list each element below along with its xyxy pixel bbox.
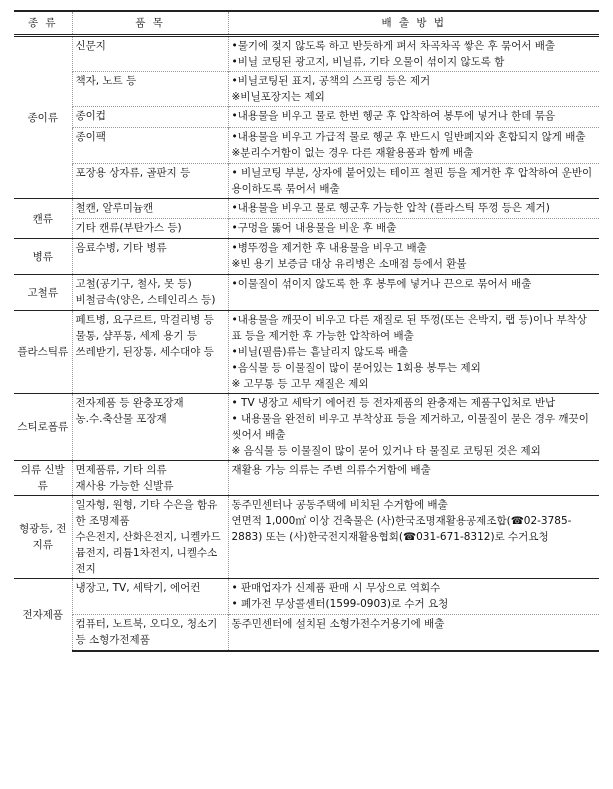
category-cell: 전자제품 xyxy=(14,579,72,651)
item-cell xyxy=(72,239,228,275)
table-row xyxy=(14,461,599,496)
item-cell xyxy=(72,496,228,579)
item-cell xyxy=(72,461,228,496)
category-cell: 캔류 xyxy=(14,199,72,239)
category-cell: 종이류 xyxy=(14,36,72,199)
item-text: 페트병, 요구르트, 막걸리병 등 xyxy=(75,314,214,326)
category-cell: 병류 xyxy=(14,239,72,275)
header-method: 배 출 방 법 xyxy=(228,11,599,36)
item-text: 면제품류, 기타 의류 xyxy=(75,464,167,476)
table-row xyxy=(14,199,599,219)
item-cell xyxy=(72,36,228,72)
method-text: •구멍을 뚫어 내용물을 비운 후 배출 xyxy=(231,222,397,234)
method-text: •물기에 젖지 않도록 하고 반듯하게 펴서 차곡차곡 쌓은 후 묶어서 배출 xyxy=(231,40,556,52)
table-header xyxy=(14,11,599,36)
method-cell xyxy=(228,615,599,651)
method-text: ※분리수거함이 없는 경우 다른 재활용품과 함께 배출 xyxy=(231,147,474,159)
method-text: 동주민센터에 설치된 소형가전수거용기에 배출 xyxy=(231,618,445,630)
method-cell xyxy=(228,219,599,239)
table-row xyxy=(14,72,599,107)
item-cell xyxy=(72,394,228,461)
item-text: 종이컵 xyxy=(75,110,106,122)
method-text: •비닐 코팅된 광고지, 비닐류, 기타 오물이 섞이지 않도록 함 xyxy=(231,56,505,68)
item-text: 냉장고, TV, 세탁기, 에어컨 xyxy=(75,582,201,594)
category-cell: 의류 신발류 xyxy=(14,461,72,496)
method-cell xyxy=(228,128,599,164)
table-row xyxy=(14,107,599,128)
method-cell xyxy=(228,164,599,199)
item-text: 비철금속(양은, 스테인리스 등) xyxy=(75,294,216,306)
table-row xyxy=(14,128,599,164)
item-text: 쓰레받기, 된장통, 세수대야 등 xyxy=(75,346,214,358)
item-text: 일자형, 원형, 기타 수은을 함유한 조명제품 xyxy=(75,499,218,527)
method-cell xyxy=(228,579,599,615)
item-cell xyxy=(72,219,228,239)
item-cell xyxy=(72,579,228,615)
table-row xyxy=(14,615,599,651)
table-row xyxy=(14,219,599,239)
table-row xyxy=(14,394,599,461)
category-cell: 고철류 xyxy=(14,275,72,311)
method-cell xyxy=(228,199,599,219)
item-cell xyxy=(72,275,228,311)
item-text: 신문지 xyxy=(75,40,106,52)
method-text: ※ 고무통 등 고무 재질은 제외 xyxy=(231,378,369,390)
item-text: 포장용 상자류, 골판지 등 xyxy=(75,167,191,179)
item-cell xyxy=(72,615,228,651)
method-text: 동주민센터나 공동주택에 비치된 수거함에 배출 xyxy=(231,499,448,511)
item-text: 철캔, 알루미늄캔 xyxy=(75,202,154,214)
method-cell xyxy=(228,72,599,107)
method-cell xyxy=(228,394,599,461)
item-text: 종이팩 xyxy=(75,131,106,143)
method-text: ※빈 용기 보증금 대상 유리병은 소매점 등에서 환불 xyxy=(231,258,467,270)
item-text: 음료수병, 기타 병류 xyxy=(75,242,167,254)
table-row xyxy=(14,579,599,615)
method-text: • 내용물을 완전히 비우고 부착상표 등을 제거하고, 이물질이 묻은 경우 깨끗이 씻어서 배출 xyxy=(231,413,589,441)
item-cell xyxy=(72,164,228,199)
method-text: •이물질이 섞이지 않도록 한 후 봉투에 넣거나 끈으로 묶어서 배출 xyxy=(231,278,532,290)
method-text: 재활용 가능 의류는 주변 의류수거함에 배출 xyxy=(231,464,431,476)
method-cell xyxy=(228,107,599,128)
method-cell xyxy=(228,36,599,72)
method-text: ※ 음식물 등 이물질이 많이 묻어 있거나 타 물질로 코팅된 것은 제외 xyxy=(231,445,541,457)
table-row xyxy=(14,164,599,199)
method-cell xyxy=(228,461,599,496)
method-text: ※비닐포장지는 제외 xyxy=(231,91,325,103)
item-text: 수은전지, 산화은전지, 니켈카드뮴전지, 리튬1차전지, 니켈수소전지 xyxy=(75,531,221,575)
method-text: •음식물 등 이물질이 많이 묻어있는 1회용 봉투는 제외 xyxy=(231,362,481,374)
method-cell xyxy=(228,496,599,579)
category-cell: 플라스틱류 xyxy=(14,311,72,394)
method-cell xyxy=(228,275,599,311)
method-text: •내용물을 비우고 물로 헹군후 가능한 압착 (플라스틱 뚜껑 등은 제거) xyxy=(231,202,550,214)
table-row xyxy=(14,496,599,579)
header-category: 종 류 xyxy=(14,11,72,36)
recycling-table xyxy=(14,10,599,652)
item-text: 기타 캔류(부탄가스 등) xyxy=(75,222,182,234)
item-text: 물통, 샴푸통, 세제 용기 등 xyxy=(75,330,197,342)
item-cell xyxy=(72,107,228,128)
table-row xyxy=(14,36,599,72)
table-body xyxy=(14,36,599,651)
method-text: •비닐코팅된 표지, 공책의 스프링 등은 제거 xyxy=(231,75,431,87)
method-text: • 비닐코팅 부분, 상자에 붙어있는 테이프 철핀 등을 제거한 후 압착하여 운반이 용이하도록 묶어서 배출 xyxy=(231,167,593,195)
method-text: •내용물을 비우고 가급적 물로 헹군 후 반드시 일반폐지와 혼합되지 않게 배출 xyxy=(231,131,586,143)
method-text: • TV 냉장고 세탁기 에어컨 등 전자제품의 완충재는 제품구입처로 반납 xyxy=(231,397,556,409)
method-cell xyxy=(228,311,599,394)
method-cell xyxy=(228,239,599,275)
method-text: •내용물을 비우고 물로 한번 헹군 후 압착하여 봉투에 넣거나 한데 묶음 xyxy=(231,110,556,122)
item-cell xyxy=(72,199,228,219)
table-row xyxy=(14,239,599,275)
header-item: 품 목 xyxy=(72,11,228,36)
method-text: 연면적 1,000㎡ 이상 건축물은 (사)한국조명재활용공제조합(☎02-3785-2883) 또는 (사)한국전지재활용협회(☎031-671-8312)로 수거요청 xyxy=(231,515,572,543)
item-text: 재사용 가능한 신발류 xyxy=(75,480,174,492)
item-text: 농.수.축산물 포장재 xyxy=(75,413,167,425)
item-cell xyxy=(72,72,228,107)
item-text: 전자제품 등 완충포장재 xyxy=(75,397,184,409)
item-text: 고철(공기구, 철사, 못 등) xyxy=(75,278,192,290)
item-text: 컴퓨터, 노트북, 오디오, 청소기 등 소형가전제품 xyxy=(75,618,218,646)
category-cell: 스티로폼류 xyxy=(14,394,72,461)
method-text: • 폐가전 무상콜센터(1599-0903)로 수거 요청 xyxy=(231,598,449,610)
table-row xyxy=(14,275,599,311)
item-cell xyxy=(72,311,228,394)
item-text: 책자, 노트 등 xyxy=(75,75,137,87)
method-text: •비닐(필름)류는 흩날리지 않도록 배출 xyxy=(231,346,409,358)
method-text: • 판매업자가 신제품 판매 시 무상으로 역회수 xyxy=(231,582,441,594)
method-text: •병뚜껑을 제거한 후 내용물을 비우고 배출 xyxy=(231,242,427,254)
table-row xyxy=(14,311,599,394)
method-text: •내용물을 깨끗이 비우고 다른 재질로 된 뚜껑(또는 은박지, 랩 등)이나 부착상표 등을 제거한 후 가능한 압착하여 배출 xyxy=(231,314,587,342)
item-cell xyxy=(72,128,228,164)
category-cell: 형광등, 전지류 xyxy=(14,496,72,579)
